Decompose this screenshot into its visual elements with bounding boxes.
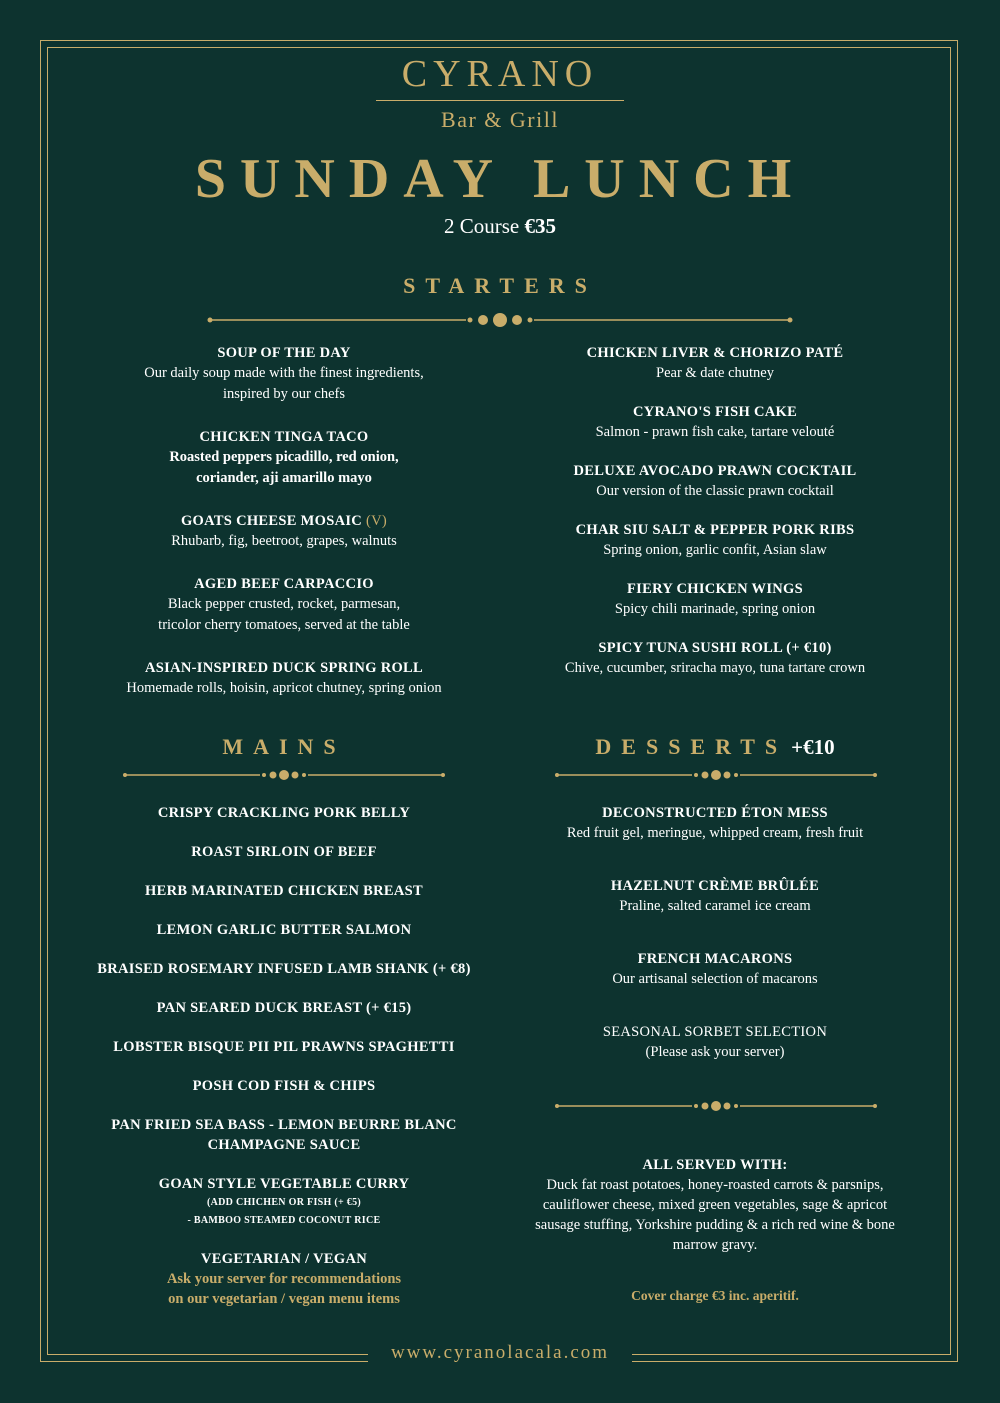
starter-name: FIERY CHICKEN WINGS bbox=[627, 581, 803, 597]
starter-desc: Our version of the classic prawn cocktail bbox=[596, 483, 834, 499]
starter-desc: tricolor cherry tomatoes, served at the table bbox=[158, 617, 410, 633]
dessert-item bbox=[515, 1022, 915, 1063]
main-item: BRAISED ROSEMARY INFUSED LAMB SHANK (+ €8) bbox=[97, 961, 471, 977]
starter-desc: Roasted peppers picadillo, red onion, bbox=[169, 449, 399, 465]
starter-item bbox=[84, 511, 484, 552]
curry-note: (ADD CHICHEN OR FISH (+ €5) bbox=[206, 1197, 362, 1208]
price-label: 2 Course bbox=[444, 214, 525, 238]
starter-item bbox=[515, 343, 915, 384]
starter-name bbox=[84, 511, 484, 531]
starter-desc: Homemade rolls, hoisin, apricot chutney, spring onion bbox=[126, 680, 442, 696]
starters-divider bbox=[206, 312, 794, 328]
starter-name: CHAR SIU SALT & PEPPER PORK RIBS bbox=[575, 522, 855, 538]
starter-desc: Spicy chili marinade, spring onion bbox=[614, 601, 816, 617]
veg-desc: Ask your server for recommendations bbox=[166, 1271, 402, 1287]
menu-title: SUNDAY LUNCH bbox=[194, 148, 806, 210]
desserts-surcharge: +€10 bbox=[791, 735, 835, 759]
starter-name: ASIAN-INSPIRED DUCK SPRING ROLL bbox=[145, 660, 423, 676]
starter-item bbox=[515, 402, 915, 443]
starter-name: SOUP OF THE DAY bbox=[217, 345, 351, 361]
starters-right-column bbox=[515, 343, 915, 679]
starter-name: CYRANO'S FISH CAKE bbox=[632, 404, 798, 420]
main-item bbox=[84, 1249, 484, 1309]
served-with-line: sausage stuffing, Yorkshire pudding & a rich red wine & bone bbox=[535, 1217, 895, 1233]
starter-desc: coriander, aji amarillo mayo bbox=[196, 470, 372, 486]
dessert-name: FRENCH MACARONS bbox=[637, 951, 793, 967]
dessert-name: SEASONAL SORBET SELECTION bbox=[602, 1024, 828, 1040]
veg-heading: VEGETARIAN / VEGAN bbox=[201, 1251, 367, 1267]
curry-note: - BAMBOO STEAMED COCONUT RICE bbox=[187, 1215, 381, 1226]
mains-divider bbox=[122, 767, 446, 783]
main-item: CRISPY CRACKLING PORK BELLY bbox=[157, 805, 411, 821]
starter-name: DELUXE AVOCADO PRAWN COCKTAIL bbox=[573, 463, 857, 479]
desserts-heading bbox=[515, 733, 915, 761]
dessert-desc: (Please ask your server) bbox=[645, 1044, 785, 1060]
starter-item bbox=[515, 520, 915, 561]
main-item: POSH COD FISH & CHIPS bbox=[192, 1078, 376, 1094]
dessert-item bbox=[515, 949, 915, 990]
vegetarian-tag: (V) bbox=[366, 513, 388, 529]
starter-item bbox=[515, 461, 915, 502]
starter-desc: inspired by our chefs bbox=[222, 386, 345, 402]
starter-name: CHICKEN TINGA TACO bbox=[199, 429, 369, 445]
main-item: HERB MARINATED CHICKEN BREAST bbox=[145, 883, 423, 899]
served-with-line: marrow gravy. bbox=[672, 1237, 758, 1253]
website-link[interactable]: www.cyranolacala.com bbox=[390, 1342, 610, 1363]
starter-item bbox=[515, 638, 915, 679]
price-amount: €35 bbox=[524, 214, 556, 238]
dessert-desc: Red fruit gel, meringue, whipped cream, fresh fruit bbox=[566, 825, 864, 841]
starter-desc: Spring onion, garlic confit, Asian slaw bbox=[603, 542, 827, 558]
starter-item bbox=[84, 574, 484, 636]
desserts-column bbox=[515, 803, 915, 1063]
main-item bbox=[84, 1115, 484, 1155]
dessert-item bbox=[515, 803, 915, 844]
veg-desc: on our vegetarian / vegan menu items bbox=[168, 1291, 400, 1307]
served-with-line: Duck fat roast potatoes, honey-roasted carrots & parsnips, bbox=[546, 1177, 884, 1193]
starter-name: CHICKEN LIVER & CHORIZO PATÉ bbox=[586, 345, 844, 361]
dessert-desc: Praline, salted caramel ice cream bbox=[619, 898, 811, 914]
dessert-item bbox=[515, 876, 915, 917]
starters-left-column bbox=[84, 343, 484, 699]
desserts-divider bbox=[554, 767, 878, 783]
desserts-heading-text: DESSERTS bbox=[595, 734, 788, 759]
main-item-line: CHAMPAGNE SAUCE bbox=[207, 1137, 361, 1153]
starter-desc: Chive, cucumber, sriracha mayo, tuna tartare crown bbox=[564, 660, 866, 676]
starter-desc: Black pepper crusted, rocket, parmesan, bbox=[167, 596, 401, 612]
served-with-line: cauliflower cheese, mixed green vegetables, sage & apricot bbox=[542, 1197, 888, 1213]
starter-desc: Our daily soup made with the finest ingredients, bbox=[144, 365, 424, 381]
main-item: LEMON GARLIC BUTTER SALMON bbox=[156, 922, 412, 938]
main-item: ROAST SIRLOIN OF BEEF bbox=[191, 844, 377, 860]
starter-desc: Pear & date chutney bbox=[656, 365, 774, 381]
mains-column bbox=[84, 803, 484, 1309]
dessert-name: DECONSTRUCTED ÉTON MESS bbox=[602, 805, 828, 821]
starter-item bbox=[515, 579, 915, 620]
starter-item bbox=[84, 343, 484, 405]
main-item bbox=[84, 1174, 484, 1230]
served-divider bbox=[554, 1098, 878, 1114]
starter-name-text: GOATS CHEESE MOSAIC bbox=[180, 513, 363, 529]
starter-item bbox=[84, 658, 484, 699]
mains-heading: MAINS bbox=[222, 734, 346, 759]
starter-desc: Salmon - prawn fish cake, tartare velouté bbox=[595, 424, 835, 440]
main-item-line: GOAN STYLE VEGETABLE CURRY bbox=[158, 1176, 410, 1192]
dessert-desc: Our artisanal selection of macarons bbox=[612, 971, 818, 987]
starter-name: AGED BEEF CARPACCIO bbox=[194, 576, 374, 592]
main-item: LOBSTER BISQUE PII PIL PRAWNS SPAGHETTI bbox=[113, 1039, 455, 1055]
main-item: PAN SEARED DUCK BREAST (+ €15) bbox=[156, 1000, 412, 1016]
starter-name: SPICY TUNA SUSHI ROLL (+ €10) bbox=[598, 640, 832, 656]
starters-heading: STARTERS bbox=[403, 273, 597, 298]
starter-desc: Rhubarb, fig, beetroot, grapes, walnuts bbox=[171, 533, 397, 549]
brand-name: CYRANO bbox=[401, 53, 599, 95]
cover-charge: Cover charge €3 inc. aperitif. bbox=[631, 1288, 799, 1303]
brand-subtitle: Bar & Grill bbox=[441, 107, 559, 132]
dessert-name: HAZELNUT CRÈME BRÛLÉE bbox=[610, 878, 820, 894]
starter-item bbox=[84, 427, 484, 489]
brand-underline bbox=[376, 100, 624, 101]
course-price bbox=[0, 212, 1000, 240]
served-with-block bbox=[505, 1155, 925, 1306]
main-item-line: PAN FRIED SEA BASS - LEMON BEURRE BLANC bbox=[111, 1117, 457, 1133]
served-with-heading: ALL SERVED WITH: bbox=[642, 1157, 788, 1173]
